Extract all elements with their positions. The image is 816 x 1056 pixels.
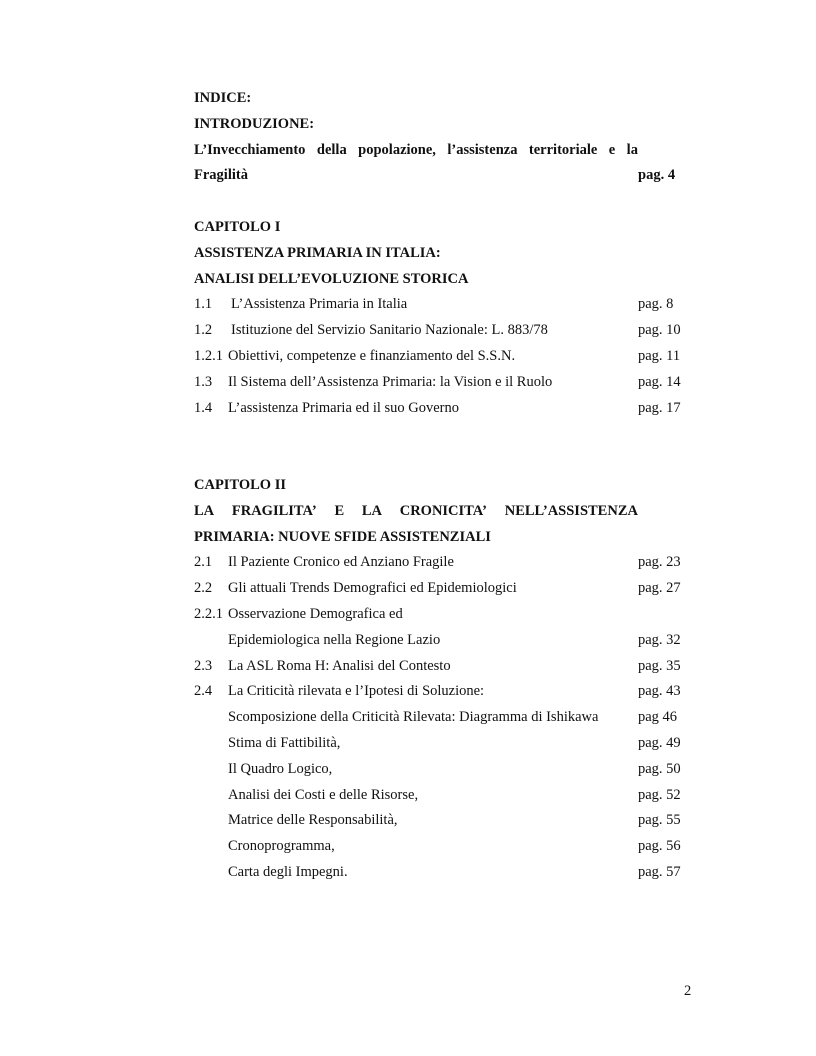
entry-page: pag. 14 (638, 373, 681, 390)
title-word: la (626, 141, 638, 158)
entry-page: pag. 32 (638, 631, 681, 648)
entry-page: pag. 23 (638, 554, 681, 571)
title-word: E (334, 502, 345, 519)
chapter2-title-line2: PRIMARIA: NUOVE SFIDE ASSISTENZIALI (194, 528, 491, 545)
entry-number: 2.3 (194, 657, 213, 674)
entry-text: La ASL Roma H: Analisi del Contesto (228, 657, 451, 674)
entry-page: pag. 8 (638, 296, 674, 313)
entry-page: pag. 55 (638, 812, 681, 829)
title-word: FRAGILITA’ (231, 502, 317, 519)
entry-number: 2.1 (194, 554, 213, 571)
entry-page: pag. 11 (638, 347, 681, 364)
entry-text: Matrice delle Responsabilità, (228, 812, 398, 829)
entry-text: Osservazione Demografica ed (228, 605, 403, 622)
title-word: popolazione, (358, 141, 436, 158)
toc-subentry (194, 705, 694, 731)
entry-page: pag. 4 (638, 167, 676, 184)
toc-introduzione-title-line1 (194, 138, 638, 164)
title-word: e (608, 141, 616, 158)
entry-number: 1.4 (194, 399, 213, 416)
toc-subentry (194, 783, 694, 809)
chapter1-title-line1: ASSISTENZA PRIMARIA IN ITALIA: (194, 244, 441, 261)
entry-number: 1.1 (194, 296, 213, 313)
entry-page: pag 46 (638, 709, 678, 726)
toc-entry (194, 679, 694, 705)
entry-text: Il Paziente Cronico ed Anziano Fragile (228, 554, 454, 571)
toc-entry (194, 292, 694, 318)
entry-page: pag. 27 (638, 580, 681, 597)
entry-text: Scomposizione della Criticità Rilevata: Diagramma di Ishikawa (228, 709, 599, 726)
toc-entry (194, 602, 694, 628)
toc-introduzione-heading: INTRODUZIONE: (194, 115, 315, 132)
entry-text: Il Quadro Logico, (228, 760, 333, 777)
title-word: LA (361, 502, 382, 519)
toc-entry (194, 654, 694, 680)
chapter2-title-line1 (194, 499, 638, 525)
toc-subentry (194, 757, 694, 783)
title-word: CRONICITA’ (399, 502, 487, 519)
toc-subentry (194, 860, 694, 886)
title-word: NELL’ASSISTENZA (504, 502, 638, 519)
entry-text: Fragilità (194, 167, 248, 184)
entry-number: 2.4 (194, 683, 213, 700)
entry-text: Epidemiologica nella Regione Lazio (228, 631, 441, 648)
entry-text: Carta degli Impegni. (228, 863, 348, 880)
entry-text: Istituzione del Servizio Sanitario Nazionale: L. 883/78 (231, 322, 548, 339)
toc-introduzione-title-line2 (194, 163, 694, 189)
entry-page: pag. 17 (638, 399, 681, 416)
entry-text: L’assistenza Primaria ed il suo Governo (228, 399, 460, 416)
page-number: 2 (684, 983, 692, 999)
entry-text: Stima di Fattibilità, (228, 734, 341, 751)
entry-page: pag. 52 (638, 786, 681, 803)
toc-subentry (194, 731, 694, 757)
entry-text: Gli attuali Trends Demografici ed Epidemiologici (228, 580, 517, 597)
title-word: LA (194, 502, 215, 519)
entry-number: 1.2.1 (194, 347, 223, 364)
entry-number: 2.2.1 (194, 605, 223, 622)
entry-number: 2.2 (194, 580, 213, 597)
entry-number: 1.2 (194, 322, 213, 339)
toc-entry (194, 318, 694, 344)
toc-entry (194, 370, 694, 396)
entry-text: Obiettivi, competenze e finanziamento del S.S.N. (228, 347, 516, 364)
toc-entry (194, 396, 694, 422)
entry-text: Cronoprogramma, (228, 838, 335, 855)
toc-subentry (194, 808, 694, 834)
entry-page: pag. 50 (638, 760, 681, 777)
entry-text: Analisi dei Costi e delle Risorse, (228, 786, 419, 803)
entry-text: La Criticità rilevata e l’Ipotesi di Soluzione: (228, 683, 485, 700)
entry-page: pag. 43 (638, 683, 681, 700)
toc-entry (194, 344, 694, 370)
entry-page: pag. 56 (638, 838, 681, 855)
title-word: L’Invecchiamento (194, 141, 306, 158)
entry-page: pag. 10 (638, 322, 681, 339)
chapter2-label: CAPITOLO II (194, 476, 286, 493)
toc-entry (194, 576, 694, 602)
toc-indice-heading: INDICE: (194, 90, 252, 106)
title-word: della (316, 141, 347, 158)
entry-page: pag. 35 (638, 657, 681, 674)
title-word: territoriale (528, 141, 598, 158)
toc-subentry (194, 834, 694, 860)
chapter1-label: CAPITOLO I (194, 218, 281, 235)
toc-entry (194, 628, 694, 654)
entry-text: Il Sistema dell’Assistenza Primaria: la Vision e il Ruolo (228, 373, 553, 390)
title-word: l’assistenza (447, 141, 518, 158)
toc-entry (194, 550, 694, 576)
entry-page: pag. 49 (638, 734, 681, 751)
chapter1-title-line2: ANALISI DELL’EVOLUZIONE STORICA (194, 270, 469, 287)
entry-page: pag. 57 (638, 863, 681, 880)
entry-number: 1.3 (194, 373, 213, 390)
table-of-contents (194, 86, 694, 886)
entry-text: L’Assistenza Primaria in Italia (231, 296, 408, 313)
